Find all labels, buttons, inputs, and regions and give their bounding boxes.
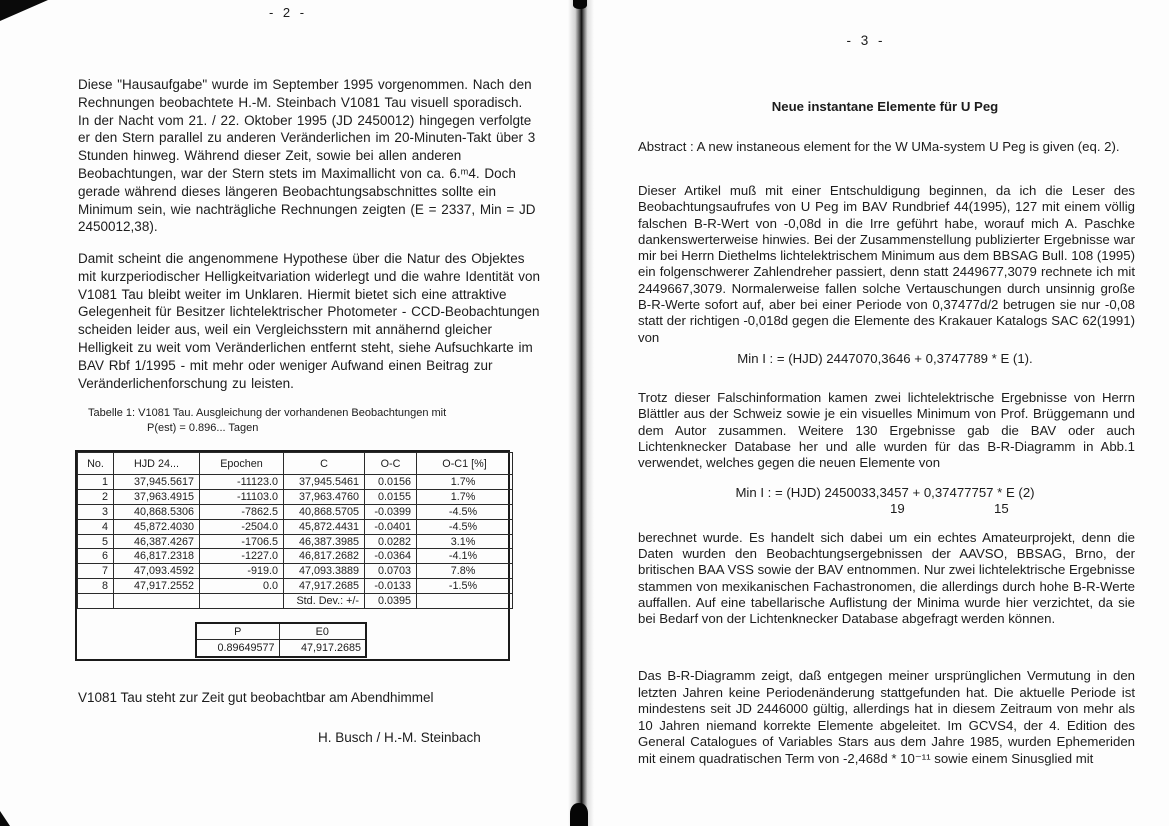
pe-header-e0: E0 bbox=[279, 623, 366, 640]
table-header-row bbox=[78, 453, 513, 475]
empty-cell bbox=[200, 594, 284, 609]
paragraph-br-diagram: Das B-R-Diagramm zeigt, daß entgegen meiner ursprünglichen Vermutung in den letzten Jahren keine Periodenänderung stattgefunden hat. Die aktuelle Periode ist mindestens seit JD 2446000 gültig, allerdings hat in diesem Zeitraum von mehr als 10 Jahren niemand korrekte Elemente abgeleitet. Im GCVS4, der 4. Edition des General Catalogues of Variables Stars aus dem Jahre 1985, wurden Ephemeriden mit einem quadratischen Term von -2,468d * 10⁻¹¹ sowie einem Sinusglied mit bbox=[638, 668, 1135, 766]
table-row bbox=[78, 579, 513, 594]
pe-header-row bbox=[196, 623, 366, 640]
table-caption-line1: Tabelle 1: V1081 Tau. Ausgleichung der vorhandenen Beobachtungen mit bbox=[88, 407, 447, 419]
table-row bbox=[78, 475, 513, 490]
table-cell: -1.5% bbox=[417, 579, 513, 594]
table-cell: 0.0156 bbox=[365, 475, 417, 490]
paragraph-amateur-project: berechnet wurde. Es handelt sich dabei um ein echtes Amateurprojekt, denn die Daten wurden den Beobachtungsergebnissen der AAVSO, BBSAG, Brno, der britischen BAA VSS sowie der BAV entnommen. Nur zwei lichtelektrische Ergebnisse stammen von mexikanischen Fachastronomen, die allerdings durch hohe B-R-Werte auffallen. Auf eine tabellarische Auflistung der Minima wurde hier verzichtet, da sie bei Bedarf von der Lichtenknecker Database abgefragt werden können. bbox=[638, 530, 1135, 627]
col-header-no: No. bbox=[78, 453, 114, 475]
table-cell: -0.0364 bbox=[365, 549, 417, 564]
table-cell: -2504.0 bbox=[200, 519, 284, 534]
table-cell: 0.0703 bbox=[365, 564, 417, 579]
table-cell: 40,868.5705 bbox=[284, 504, 365, 519]
table-cell: 0.0155 bbox=[365, 489, 417, 504]
col-header-epochen: Epochen bbox=[200, 453, 284, 475]
table-cell: 46,387.4267 bbox=[114, 534, 200, 549]
minima-table-box bbox=[75, 450, 510, 661]
scan-corner-artifact-bottom-left bbox=[0, 811, 10, 826]
table-cell: 8 bbox=[78, 579, 114, 594]
table-cell: -7862.5 bbox=[200, 504, 284, 519]
col-header-oc: O-C bbox=[365, 453, 417, 475]
stddev-value: 0.0395 bbox=[365, 594, 417, 609]
stddev-label: Std. Dev.: +/- bbox=[284, 594, 365, 609]
book-spine-shadow bbox=[568, 0, 594, 826]
col-header-hjd: HJD 24... bbox=[114, 453, 200, 475]
period-value: 0.89649577 bbox=[196, 640, 279, 658]
paragraph-hypothesis: Damit scheint die angenommene Hypothese über die Natur des Objektes mit kurzperiodischer Helligkeitvariation widerlegt und die wahre Identität von V1081 Tau bleibt weiter im Unklaren. Hiermit bietet sich eine attraktive Gelegenheit für Besitzer lichtelektrischer Photometer - CCD-Beobachtungen scheiden leider aus, weil ein Vergleichsstern mit annähernd gleicher Helligkeit zu weit vom Veränderlichen entfernt steht, siehe Aufsuchkarte im BAV Rbf 1/1995 - mit mehr oder weniger Aufwand einen Beitrag zur Veränderlichenforschung zu leisten. bbox=[78, 251, 540, 391]
table-cell: 37,945.5617 bbox=[114, 475, 200, 490]
paragraph-new-results: Trotz dieser Falschinformation kamen zwei lichtelektrische Ergebnisse von Herrn Blättler aus der Schweiz sowie je ein visuelles Minimum von Prof. Brüggemann und dem Autor zusammen. Weitere 130 Ergebnisse gab die BAV oder auch Lichtenknecker Database her und alle wurden für das B-R-Diagramm in Abb.1 verwendet, welches gegen die neuen Elemente von bbox=[638, 390, 1135, 471]
table-cell: 37,963.4760 bbox=[284, 489, 365, 504]
equation-2-error-left: 19 bbox=[890, 501, 905, 516]
stddev-row bbox=[78, 594, 513, 609]
table-cell: 40,868.5306 bbox=[114, 504, 200, 519]
authors-signature: H. Busch / H.-M. Steinbach bbox=[318, 730, 481, 745]
table-caption bbox=[88, 406, 446, 436]
equation-2 bbox=[638, 485, 1132, 521]
table-row bbox=[78, 504, 513, 519]
paragraph-observation-report: Diese "Hausaufgabe" wurde im September 1995 vorgenommen. Nach den Rechnungen beobachtete H.-M. Steinbach V1081 Tau visuell sporadisch. In der Nacht vom 21. / 22. Oktober 1995 (JD 2450012) hingegen verfolgte er den Stern parallel zu anderen Veränderlichen im 20-Minuten-Takt über 3 Stunden hinweg. Während dieser Zeit, sowie bei allen anderen Beobachtungen, war der Stern stets im Maximallicht von ca. 6.ᵐ4. Doch gerade während dieses längeren Beobachtungsabschnittes sollte ein Minimum sein, wie nachträgliche Rechnungen zeigten (E = 2337, Min = JD 2450012,38). bbox=[78, 77, 536, 235]
equation-1: Min I : = (HJD) 2447070,3646 + 0,3747789 * E (1). bbox=[737, 351, 1033, 366]
table-row bbox=[78, 549, 513, 564]
table-row bbox=[78, 564, 513, 579]
table-cell: 47,917.2685 bbox=[284, 579, 365, 594]
pe-value-row bbox=[196, 640, 366, 658]
table-row bbox=[78, 534, 513, 549]
empty-cell bbox=[417, 594, 513, 609]
table-cell: 5 bbox=[78, 534, 114, 549]
col-header-c: C bbox=[284, 453, 365, 475]
table-cell: -0.0133 bbox=[365, 579, 417, 594]
empty-cell bbox=[114, 594, 200, 609]
col-header-oc1: O-C1 [%] bbox=[417, 453, 513, 475]
abstract-text: Abstract : A new instaneous element for the W UMa-system U Peg is given (eq. 2). bbox=[638, 139, 1120, 154]
article-title: Neue instantane Elemente für U Peg bbox=[771, 99, 999, 114]
table-cell: 46,817.2682 bbox=[284, 549, 365, 564]
closing-note: V1081 Tau steht zur Zeit gut beobachtbar am Abendhimmel bbox=[78, 690, 434, 705]
table-cell: 46,817.2318 bbox=[114, 549, 200, 564]
table-cell: 0.0282 bbox=[365, 534, 417, 549]
table-cell: -4.5% bbox=[417, 519, 513, 534]
equation-2-error-right: 15 bbox=[994, 501, 1009, 516]
empty-cell bbox=[78, 594, 114, 609]
table-cell: 2 bbox=[78, 489, 114, 504]
table-cell: -1706.5 bbox=[200, 534, 284, 549]
table-cell: 47,917.2552 bbox=[114, 579, 200, 594]
table-cell: 45,872.4030 bbox=[114, 519, 200, 534]
table-cell: 37,945.5461 bbox=[284, 475, 365, 490]
table-cell: 37,963.4915 bbox=[114, 489, 200, 504]
table-cell: 3 bbox=[78, 504, 114, 519]
table-cell: 46,387.3985 bbox=[284, 534, 365, 549]
table-cell: 47,093.3889 bbox=[284, 564, 365, 579]
table-cell: 45,872.4431 bbox=[284, 519, 365, 534]
table-cell: 1 bbox=[78, 475, 114, 490]
table-row bbox=[78, 489, 513, 504]
minima-table bbox=[77, 452, 513, 609]
table-cell: -11123.0 bbox=[200, 475, 284, 490]
table-cell: 1.7% bbox=[417, 489, 513, 504]
table-cell: -1227.0 bbox=[200, 549, 284, 564]
table-cell: -4.1% bbox=[417, 549, 513, 564]
table-cell: 1.7% bbox=[417, 475, 513, 490]
table-cell: -0.0401 bbox=[365, 519, 417, 534]
table-cell: 7.8% bbox=[417, 564, 513, 579]
table-cell: -919.0 bbox=[200, 564, 284, 579]
table-cell: 47,093.4592 bbox=[114, 564, 200, 579]
table-cell: 4 bbox=[78, 519, 114, 534]
equation-2-line: Min I : = (HJD) 2450033,3457 + 0,37477757 * E (2) bbox=[735, 485, 1035, 500]
page-number-left: - 2 - bbox=[268, 5, 308, 20]
pe-header-p: P bbox=[196, 623, 279, 640]
paragraph-apology: Dieser Artikel muß mit einer Entschuldigung beginnen, da ich die Leser des Beobachtungsaufrufes von U Peg im BAV Rundbrief 44(1995), 127 mit einem völlig falschen B-R-Wert von -0,08d in die Irre geführt habe, worauf mich A. Paschke dankenswerterweise hinwies. Bei der Zusammenstellung publizierter Ergebnisse war mir bei Herrn Diethelms lichtelektrischem Minimum aus dem BBSAG Bull. 108 (1995) ein folgenschwerer Zahlendreher passiert, denn statt 2449677,3079 rechnete ich mit 2449667,3079. Normalerweise fallen solche Vertauschungen durch unsinnig große B-R-Werte sofort auf, aber bei einer Periode von 0,37477d/2 betrugen sie nur -0,08 statt der richtigen -0,018d gegen die Elemente des Krakauer Katalogs SAC 62(1991) von bbox=[638, 183, 1135, 345]
book-spine-top-cap bbox=[573, 0, 587, 9]
table-cell: 6 bbox=[78, 549, 114, 564]
period-epoch-table bbox=[195, 622, 367, 658]
table-cell: 3.1% bbox=[417, 534, 513, 549]
epoch-value: 47,917.2685 bbox=[279, 640, 366, 658]
book-spine-bottom-cap bbox=[570, 803, 588, 826]
table-caption-line2: P(est) = 0.896... Tagen bbox=[147, 422, 259, 434]
table-cell: -4.5% bbox=[417, 504, 513, 519]
table-cell: 0.0 bbox=[200, 579, 284, 594]
page-number-right: - 3 - bbox=[846, 33, 886, 48]
table-cell: -11103.0 bbox=[200, 489, 284, 504]
scan-corner-artifact-top-left bbox=[0, 0, 48, 21]
table-cell: -0.0399 bbox=[365, 504, 417, 519]
table-row bbox=[78, 519, 513, 534]
table-cell: 7 bbox=[78, 564, 114, 579]
